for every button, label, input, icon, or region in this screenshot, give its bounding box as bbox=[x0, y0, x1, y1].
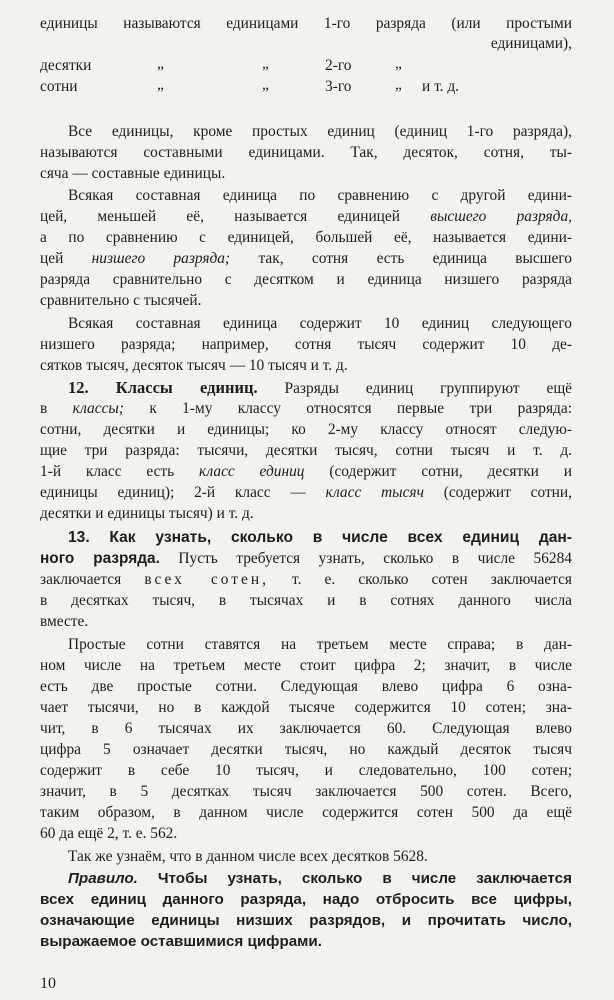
text-line: чит, в 6 тысячах их заключается 60. Следующая влево bbox=[40, 720, 572, 737]
text-line: Все единицы, кроме простых единиц (единиц 1-го разряда), bbox=[68, 123, 572, 140]
ditto-mark: „ bbox=[157, 55, 164, 72]
text-line: единицы единиц); 2-й класс — класс тысяч (содержит сотни, bbox=[40, 484, 573, 501]
text-line: 1-й класс есть класс единиц (содержит сотни, десятки и bbox=[40, 463, 572, 480]
text-line: чает тысячи, но в каждой тысяче содержится 10 сотен; зна- bbox=[40, 699, 572, 716]
text-line: щие три разряда: тысячи, десятки тысяч, сотни тысяч и т. д. bbox=[40, 442, 572, 459]
rule-label: Правило. bbox=[68, 870, 138, 887]
ditto-mark: „ bbox=[262, 76, 269, 93]
text-line: содержит в себе 10 тысяч, и следовательно, 100 сотен; bbox=[40, 762, 572, 779]
text-line: называются составными единицами. Так, десяток, сотня, ты- bbox=[40, 144, 572, 161]
text-line: значит, в 5 десятках тысяч заключается 500 сотен. Всего, bbox=[40, 783, 572, 800]
text-line: Всякая составная единица по сравнению с другой едини- bbox=[68, 187, 572, 204]
table-cell: сотни bbox=[40, 78, 78, 95]
text-line: в десятках тысяч, в тысячах и в сотнях данного числа bbox=[40, 592, 572, 609]
ditto-mark: „ bbox=[157, 76, 164, 93]
text-line: цей, меньшей её, называется единицей высшего разряда, bbox=[40, 208, 572, 225]
text-line: разряда сравнительно с десятком и единица низшего разряда bbox=[40, 271, 572, 288]
text-line: таким образом, в данном числе содержится сотен 500 да ещё bbox=[40, 804, 572, 821]
rule-line: Правило. Чтобы узнать, сколько в числе заключается bbox=[68, 870, 572, 887]
text-line: десятки и единицы тысяч) и т. д. bbox=[40, 505, 254, 522]
page-number: 10 bbox=[40, 975, 56, 992]
text-line: сотни, десятки и единицы; ко 2-му классу относят следую- bbox=[40, 421, 572, 438]
text-line: в классы; к 1-му классу относятся первые три разряда: bbox=[40, 400, 572, 417]
text-line: низшего разряда; например, сотня тысяч содержит 10 де- bbox=[40, 336, 572, 353]
text-line: сятков тысяч, десяток тысяч — 10 тысяч и т. д. bbox=[40, 357, 348, 374]
text-line: 60 да ещё 2, т. е. 562. bbox=[40, 825, 178, 842]
text-line: сравнительно с тысячей. bbox=[40, 292, 202, 309]
ditto-mark: „ bbox=[395, 55, 402, 72]
ditto-mark: „ bbox=[262, 55, 269, 72]
table-cell: и т. д. bbox=[422, 78, 460, 95]
table-cell: 3-го bbox=[325, 78, 352, 95]
rule-line: выражаемое оставшимися цифрами. bbox=[40, 933, 322, 950]
text-line: ного разряда. Пусть требуется узнать, сколько в числе 56284 bbox=[40, 550, 572, 567]
section-13-heading: 13. Как узнать, сколько в числе всех единиц дан- bbox=[68, 529, 572, 546]
text-line: вместе. bbox=[40, 613, 89, 630]
table-cell: десятки bbox=[40, 57, 92, 74]
text-line: сяча — составные единицы. bbox=[40, 165, 226, 182]
text-line: ном числе на третьем месте стоит цифра 2; значит, в числе bbox=[40, 657, 572, 674]
text-line: есть две простые сотни. Следующая влево цифра 6 озна- bbox=[40, 678, 572, 695]
text-line: цифра 5 означает десятки тысяч, но каждый десяток тысяч bbox=[40, 741, 572, 758]
text-line: цей низшего разряда; так, сотня есть единица высшего bbox=[40, 250, 572, 267]
text-line: единицы называются единицами 1-го разряда (или простыми bbox=[40, 15, 572, 32]
text-line: заключается всех сотен, т. е. сколько сотен заключается bbox=[40, 571, 572, 588]
text-line: единицами), bbox=[490, 35, 572, 52]
text-line: Всякая составная единица содержит 10 единиц следующего bbox=[68, 315, 572, 332]
section-12-heading: 12. Классы единиц. Разряды единиц группируют ещё bbox=[68, 378, 573, 397]
rule-line: всех единиц данного разряда, надо отбросить все цифры, bbox=[40, 891, 572, 908]
text-line: Простые сотни ставятся на третьем месте справа; в дан- bbox=[68, 636, 572, 653]
text-line: а по сравнению с единицей, большей её, называется едини- bbox=[40, 229, 572, 246]
rule-line: означающие единицы низших разрядов, и прочитать число, bbox=[40, 912, 572, 929]
text-line: Так же узнаём, что в данном числе всех десятков 5628. bbox=[68, 848, 428, 865]
ditto-mark: „ bbox=[395, 76, 402, 93]
table-cell: 2-го bbox=[325, 57, 352, 74]
